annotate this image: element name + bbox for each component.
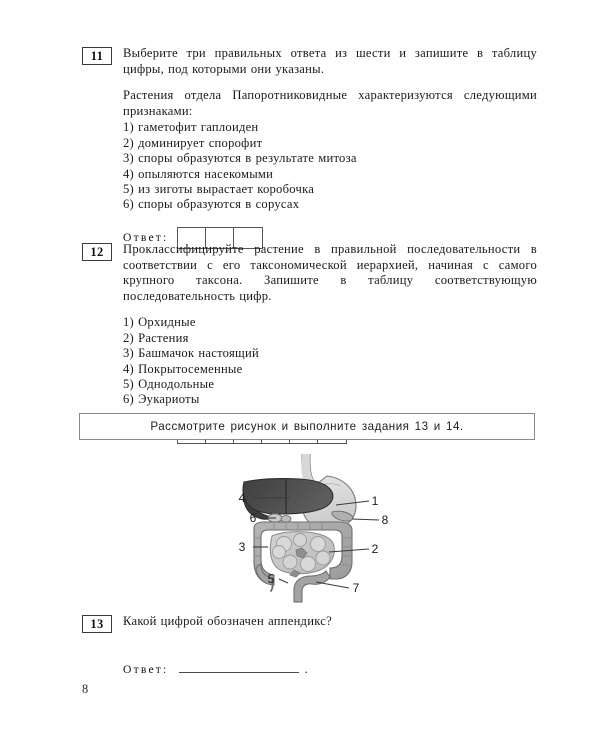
instruction-banner-text: Рассмотрите рисунок и выполните задания 13 и 14. <box>150 420 464 433</box>
task-13-number: 13 <box>82 615 112 633</box>
task-11-number: 11 <box>82 47 112 65</box>
task-13-answer-label: Ответ: <box>123 663 169 676</box>
task-11-option[interactable]: 2) доминирует спорофит <box>123 135 263 150</box>
task-11-option[interactable]: 1) гаметофит гаплоиден <box>123 120 259 135</box>
instruction-banner <box>79 413 535 440</box>
task-11-answer-label: Ответ: <box>123 231 169 245</box>
task-11-option[interactable]: 4) опыляются насекомыми <box>123 166 274 181</box>
figure-callout-2: 2 <box>371 542 379 556</box>
figure-callout-3: 3 <box>238 540 246 554</box>
task-13-answer-period: . <box>304 662 308 676</box>
small-intestine-shape <box>270 532 334 577</box>
rectum-shape <box>294 571 330 602</box>
figure-callout-4: 4 <box>238 491 246 505</box>
task-11 <box>82 46 537 249</box>
task-11-options <box>123 120 537 212</box>
figure-callout-1: 1 <box>371 494 379 508</box>
figure-callout-6: 6 <box>249 511 257 525</box>
task-11-option[interactable]: 6) споры образуются в сорусах <box>123 197 300 212</box>
task-12-number: 12 <box>82 243 112 261</box>
task-12-body <box>123 315 537 407</box>
task-12-option[interactable]: 4) Покрытосеменные <box>123 361 243 376</box>
task-12-options <box>123 315 537 407</box>
digestive-system-figure <box>228 452 393 604</box>
figure-callout-5: 5 <box>267 572 275 586</box>
task-13-header <box>82 614 537 633</box>
task-13-answer-blank[interactable] <box>179 662 299 673</box>
task-12-option[interactable]: 2) Растения <box>123 330 189 345</box>
task-13-prompt: Какой цифрой обозначен аппендикс? <box>123 614 332 628</box>
task-12-option[interactable]: 5) Однодольные <box>123 377 215 391</box>
task-11-option[interactable]: 5) из зиготы вырастает коробочка <box>123 182 315 196</box>
task-12-prompt: Проклассифицируйте растение в правильной последовательности в соответствии с его таксономической иерархией, начиная с самого крупного таксона. Запишите в таблицу соответствующую последовательность цифр. <box>123 242 537 303</box>
task-13-answer-row <box>123 662 537 677</box>
task-13 <box>82 614 537 677</box>
task-11-option[interactable]: 3) споры образуются в результате митоза <box>123 151 357 166</box>
task-11-prompt: Выберите три правильных ответа из шести и запишите в таблицу цифры, под которыми они указаны. <box>123 46 537 76</box>
figure-callout-8: 8 <box>381 513 389 527</box>
task-11-body <box>123 88 537 213</box>
task-12-option[interactable]: 6) Эукариоты <box>123 392 200 407</box>
task-11-header <box>82 46 537 77</box>
page-number: 8 <box>82 682 89 696</box>
figure-callout-7: 7 <box>352 581 360 595</box>
task-11-lead: Растения отдела Папоротниковидные характеризуются следующими признаками: <box>123 88 537 118</box>
task-12-option[interactable]: 1) Орхидные <box>123 315 196 330</box>
task-12-header <box>82 242 537 304</box>
task-12-option[interactable]: 3) Башмачок настоящий <box>123 346 259 361</box>
